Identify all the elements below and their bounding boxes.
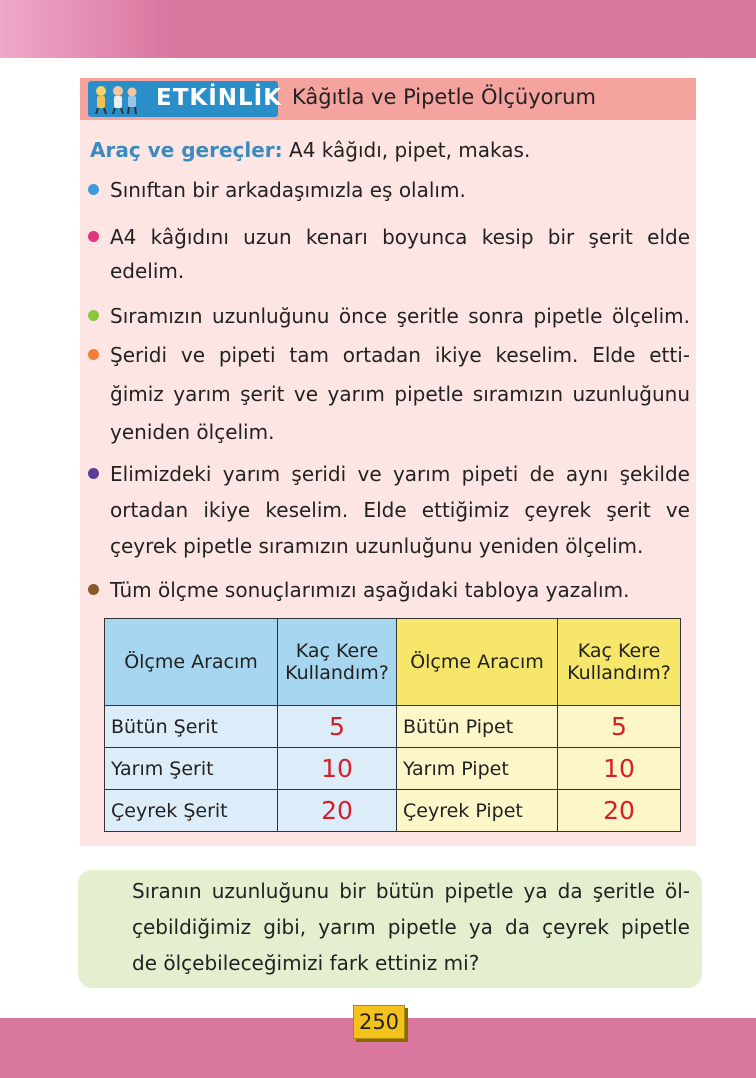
note-text: çebildiğimiz gibi, yarım pipetle ya da çeyrek pipetle: [132, 915, 690, 939]
bullet-text: edelim.: [110, 259, 185, 283]
activity-title: Kâğıtla ve Pipetle Ölçüyorum: [292, 85, 596, 109]
bullet-text: Tüm ölçme sonuçlarımızı aşağıdaki tabloya yazalım.: [110, 578, 630, 602]
bullet-text: çeyrek pipetle sıramızın uzunluğunu yeniden ölçelim.: [110, 534, 644, 558]
header-tool-strip: Ölçme Aracım: [105, 619, 278, 706]
tools-line: [90, 132, 670, 168]
header-count-straw: Kaç Kere Kullandım?: [558, 619, 681, 706]
table-row: [105, 748, 681, 790]
straw-name: Çeyrek Pipet: [397, 790, 558, 832]
strip-name: Çeyrek Şerit: [105, 790, 278, 832]
strip-count: 20: [278, 790, 397, 832]
strip-count: 10: [278, 748, 397, 790]
note-text: Sıranın uzunluğunu bir bütün pipetle ya da şeritle öl-: [132, 879, 690, 903]
bullet-text: A4 kâğıdını uzun kenarı boyunca kesip bir şerit elde: [110, 225, 690, 249]
reflection-note: [78, 870, 702, 988]
bullet-text: ortadan ikiye keselim. Elde ettiğimiz çeyrek şerit ve: [110, 498, 690, 522]
tools-text: A4 kâğıdı, pipet, makas.: [289, 138, 531, 162]
activity-tag-label: ETKİNLİK: [156, 85, 283, 111]
bullet-text: Sınıftan bir arkadaşımızla eş olalım.: [110, 178, 466, 202]
brown-bullet-icon: [88, 584, 99, 595]
purple-bullet-icon: [88, 468, 99, 479]
bullet-text: Şeridi ve pipeti tam ortadan ikiye keselim. Elde etti-: [110, 343, 690, 367]
pink-bullet-icon: [88, 231, 99, 242]
bullet-text: yeniden ölçelim.: [110, 420, 275, 444]
table-row: [105, 706, 681, 748]
page-number: 250: [353, 1005, 405, 1039]
orange-bullet-icon: [88, 349, 99, 360]
header-count-strip: Kaç Kere Kullandım?: [278, 619, 397, 706]
table-row: [105, 790, 681, 832]
straw-count: 5: [558, 706, 681, 748]
bullet-text: Sıramızın uzunluğunu önce şeritle sonra pipetle ölçelim.: [110, 304, 690, 328]
top-color-band: [0, 0, 756, 58]
strip-name: Yarım Şerit: [105, 748, 278, 790]
bullet-text: ğimiz yarım şerit ve yarım pipetle sıramızın uzunluğunu: [110, 382, 690, 406]
table-header-row: [105, 619, 681, 706]
activity-tag: [88, 81, 283, 117]
header-tool-straw: Ölçme Aracım: [397, 619, 558, 706]
straw-name: Bütün Pipet: [397, 706, 558, 748]
straw-name: Yarım Pipet: [397, 748, 558, 790]
bullet-text: Elimizdeki yarım şeridi ve yarım pipeti de aynı şekilde: [110, 462, 690, 486]
strip-name: Bütün Şerit: [105, 706, 278, 748]
strip-count: 5: [278, 706, 397, 748]
activity-header: [80, 78, 696, 120]
measurement-table: [104, 618, 681, 832]
children-icon: [92, 84, 140, 114]
blue-bullet-icon: [88, 184, 99, 195]
green-bullet-icon: [88, 310, 99, 321]
straw-count: 20: [558, 790, 681, 832]
activity-box: [80, 78, 696, 846]
tools-label: Araç ve gereçler:: [90, 138, 283, 162]
note-text: de ölçebileceğimizi fark ettiniz mi?: [132, 951, 480, 975]
straw-count: 10: [558, 748, 681, 790]
